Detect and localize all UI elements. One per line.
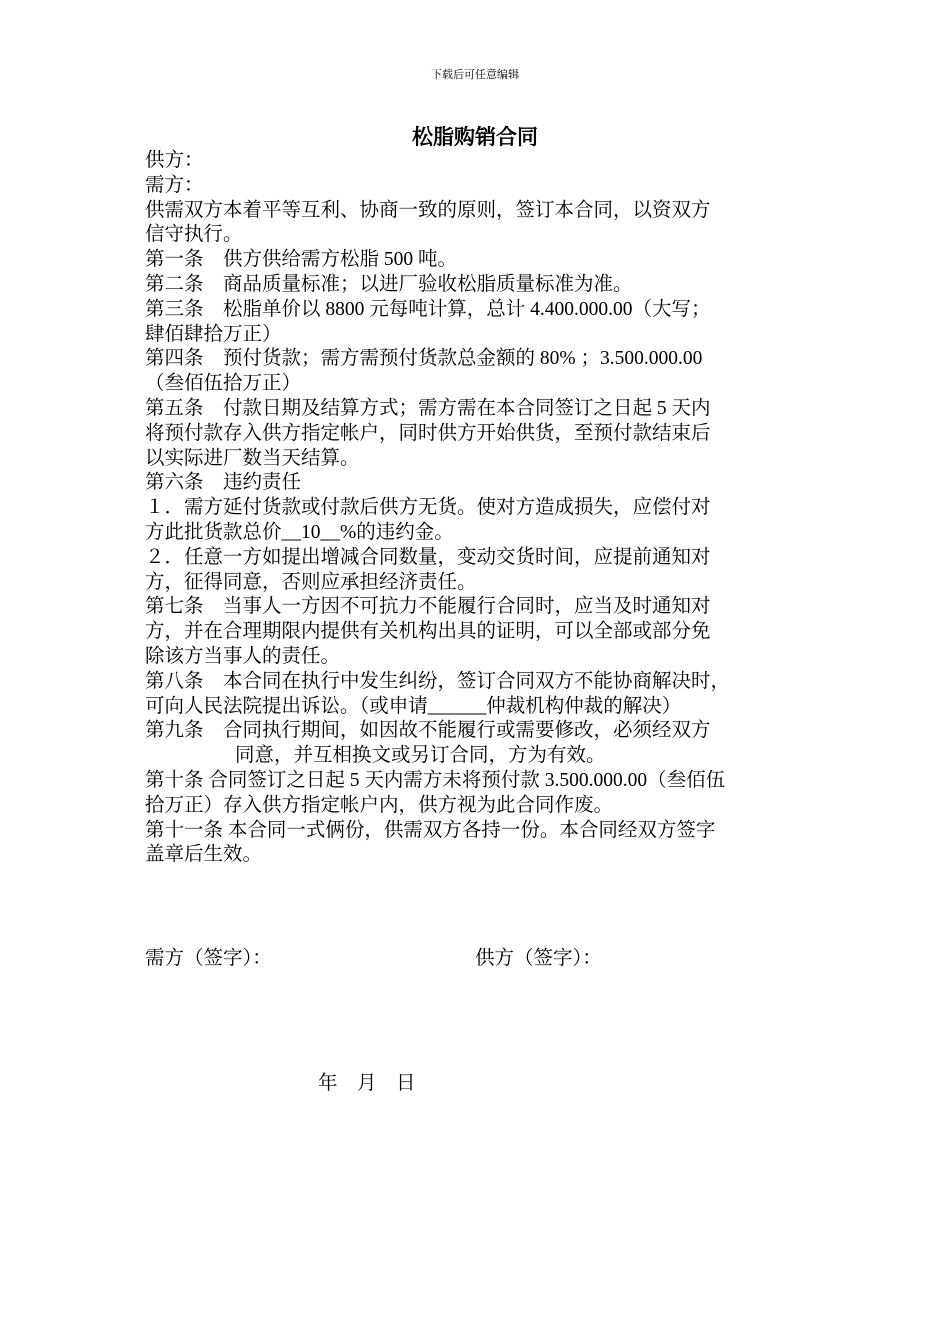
signature-row	[145, 946, 815, 972]
buyer-signature-label: 需方（签字）：	[145, 948, 272, 969]
text-line: 第三条 松脂单价以 8800 元每吨计算，总计 4.400.000.00（大写；	[145, 298, 711, 320]
text-line: 盖章后生效。	[145, 844, 263, 866]
text-line: 第四条 预付货款；需方需预付货款总金额的 80% ；3.500.000.00	[145, 348, 703, 370]
text-line: 可向人民法院提出诉讼。（或申请______仲裁机构仲裁的解决）	[145, 695, 682, 717]
text-line: 第六条 违约责任	[145, 472, 302, 494]
text-line: 供需双方本着平等互利、协商一致的原则，签订本合同，以资双方	[145, 199, 711, 221]
text-line: １．需方延付货款或付款后供方无货。使对方造成损失，应偿付对	[145, 497, 711, 519]
text-line: 以实际进厂数当天结算。	[145, 447, 360, 469]
text-line: 第五条 付款日期及结算方式；需方需在本合同签订之日起 5 天内	[145, 397, 711, 419]
text-line: 第二条 商品质量标准；以进厂验收松脂质量标准为准。	[145, 273, 633, 295]
text-line: 第九条 合同执行期间，如因故不能履行或需要修改，必须经双方	[145, 720, 711, 742]
header-note: 下载后可任意编辑	[431, 68, 519, 81]
text-line: 拾万正）存入供方指定帐户内，供方视为此合同作废。	[145, 794, 614, 816]
text-line: 同意，并互相换文或另订合同，方为有效。	[235, 745, 606, 767]
text-line: 方，并在合理期限内提供有关机构出具的证明，可以全部或部分免	[145, 621, 711, 643]
contract-title: 松脂购销合同	[412, 124, 538, 149]
text-line: 信守执行。	[145, 224, 243, 246]
text-line: 第一条 供方供给需方松脂 500 吨。	[145, 249, 458, 271]
text-line: 将预付款存入供方指定帐户，同时供方开始供货，至预付款结束后	[145, 422, 711, 444]
text-line: 方此批货款总价__10__%的违约金。	[145, 521, 454, 543]
text-line: 第十一条 本合同一式俩份，供需双方各持一份。本合同经双方签字	[145, 819, 716, 841]
text-line: 供方：	[145, 150, 204, 171]
seller-signature-label: 供方（签字）：	[475, 948, 602, 969]
text-line: 肆佰肆拾万正）	[145, 323, 282, 345]
contract-body	[145, 149, 815, 868]
text-line: 第七条 当事人一方因不可抗力不能履行合同时，应当及时通知对	[145, 596, 711, 618]
text-line: 需方：	[145, 174, 204, 196]
text-line: ２．任意一方如提出增减合同数量，变动交货时间，应提前通知对	[145, 546, 711, 568]
text-line: 方，征得同意，否则应承担经济责任。	[145, 571, 477, 593]
text-line: （叁佰伍拾万正）	[145, 373, 302, 395]
text-line: 第十条 合同签订之日起 5 天内需方未将预付款 3.500.000.00（叁佰伍	[145, 769, 726, 791]
text-line: 除该方当事人的责任。	[145, 645, 341, 667]
text-line: 第八条 本合同在执行中发生纠纷，签订合同双方不能协商解决时，	[145, 670, 731, 692]
date-line: 年 月 日	[318, 1073, 416, 1094]
